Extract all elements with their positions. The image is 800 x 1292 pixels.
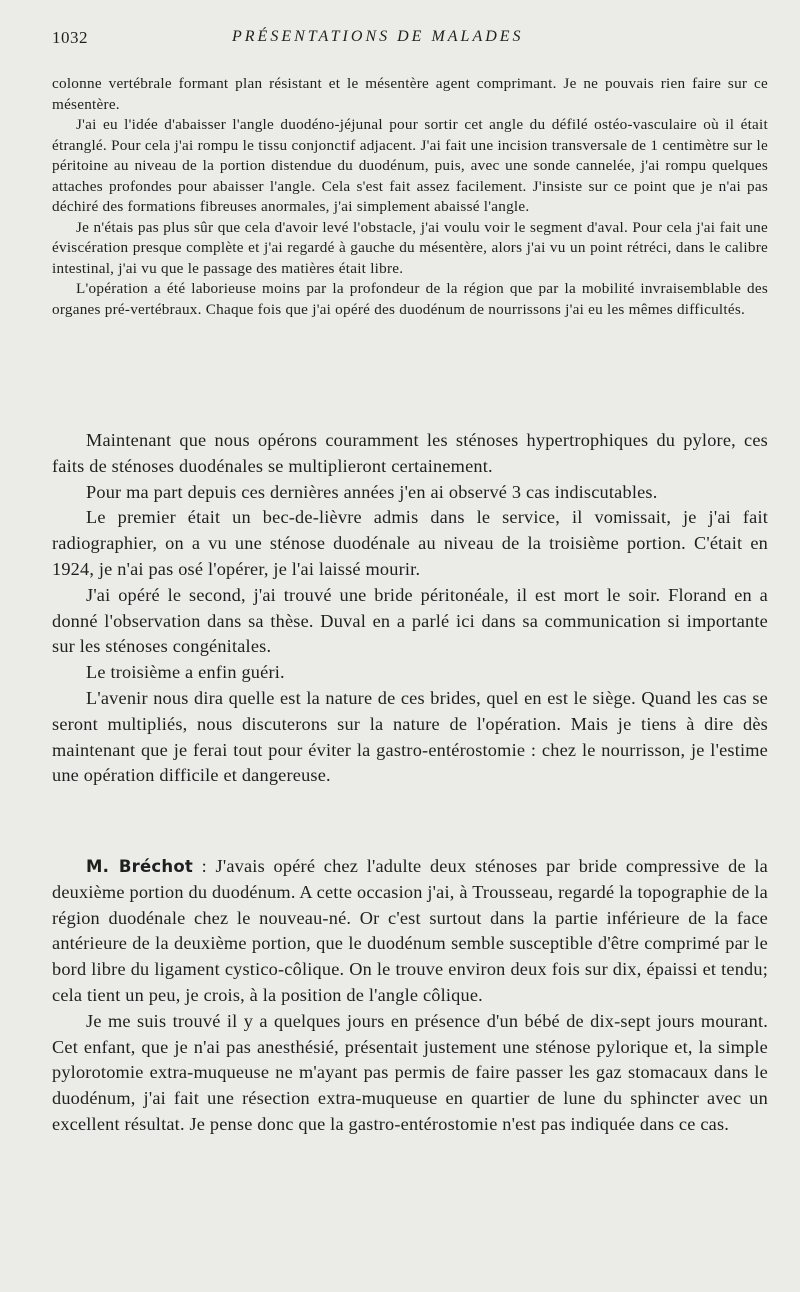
paragraph: Le troisième a enfin guéri. xyxy=(86,662,285,683)
page-number: 1032 xyxy=(52,28,88,47)
small-print-section xyxy=(52,74,768,320)
paragraph: Je me suis trouvé il y a quelques jours en présence d'un bébé de dix-sept jours mourant. Cet enfant, que je n'ai pas anesthésié, présentait justement une sténose pylorique et, la simple pylorotomie extra-muqueuse ne m'ayant pas permis de faire passer les gaz stomacaux dans le duodénum, j'ai fait une résection extra-muqueuse en quartier de lune du sphincter avec un excellent résultat. Je pense donc que la gastro-entérostomie n'est pas indiquée dans ce cas. xyxy=(52,1010,768,1134)
speaker-paragraph xyxy=(52,854,768,1009)
main-text-section xyxy=(52,428,768,789)
paragraph: Maintenant que nous opérons couramment les sténoses hypertrophiques du pylore, ces faits de sténoses duodénales se multiplieront certainement. xyxy=(52,430,768,476)
running-title: PRÉSENTATIONS DE MALADES xyxy=(232,28,524,45)
paragraph: Je n'étais pas plus sûr que cela d'avoir levé l'obstacle, j'ai voulu voir le segment d'aval. Pour cela j'ai fait une éviscération presque complète et j'ai regardé à gauche du mésentère, alors j'ai vu un point rétréci, dans le calibre intestinal, j'ai vu que le passage des matières était libre. xyxy=(52,218,768,277)
paragraph: J'ai opéré le second, j'ai trouvé une bride péritonéale, il est mort le soir. Florand en a donné l'observation dans sa thèse. Duval en a parlé ici dans sa communication si importante sur les sténoses congénitales. xyxy=(52,584,768,657)
paragraph-continued: colonne vertébrale formant plan résistant et le mésentère agent comprimant. Je ne pouvais rien faire sur ce mésentère. xyxy=(52,75,768,113)
speaker-section xyxy=(52,854,768,1138)
paragraph: J'ai eu l'idée d'abaisser l'angle duodéno-jéjunal pour sortir cet angle du défilé ostéo-vasculaire où il était étranglé. Pour cela j'ai rompu le tissu conjonctif adjacent. J'ai fait une incision transversale de 1 centimètre sur le péritoine au niveau de la portion distendue du duodénum, puis, avec une sonde cannelée, j'ai rompu quelques attaches profondes pour abaisser l'angle. Cela s'est fait assez facilement. J'insiste sur ce point que je n'ai pas déchiré des formations fibreuses anormales, j'ai simplement abaissé l'angle. xyxy=(52,116,768,215)
running-head xyxy=(52,28,760,54)
paragraph: Pour ma part depuis ces dernières années j'en ai observé 3 cas indiscutables. xyxy=(86,481,658,502)
paragraph: Le premier était un bec-de-lièvre admis dans le service, il vomissait, je j'ai fait radiographier, on a vu une sténose duodénale au niveau de la troisième portion. C'était en 1924, je n'ai pas osé l'opérer, je l'ai laissé mourir. xyxy=(52,507,768,579)
paragraph: L'opération a été laborieuse moins par la profondeur de la région que par la mobilité invraisemblable des organes pré-vertébraux. Chaque fois que j'ai opéré des duodénum de nourrissons j'ai eu les mêmes difficultés. xyxy=(52,280,768,318)
speaker-text: : J'avais opéré chez l'adulte deux sténoses par bride compressive de la deuxième portion du duodénum. A cette occasion j'ai, à Trousseau, regardé la topographie de la région duodénale chez le nouveau-né. Or c'est surtout dans la partie inférieure de la face antérieure de la deuxième portion, que le duodénum semble susceptible d'être comprimé par le bord libre du ligament cystico-côlique. On le trouve environ deux fois sur dix, épaissi et tendu; cela tient un peu, je crois, à la position de l'angle côlique. xyxy=(52,856,768,1005)
speaker-name: M. Bréchot xyxy=(86,857,193,876)
paragraph: L'avenir nous dira quelle est la nature de ces brides, quel en est le siège. Quand les cas se seront multipliés, nous discuterons sur la nature de l'opération. Mais je tiens à dire dès maintenant que je ferai tout pour éviter la gastro-entérostomie : chez le nourrisson, je l'estime une opération difficile et dangereuse. xyxy=(52,687,768,786)
